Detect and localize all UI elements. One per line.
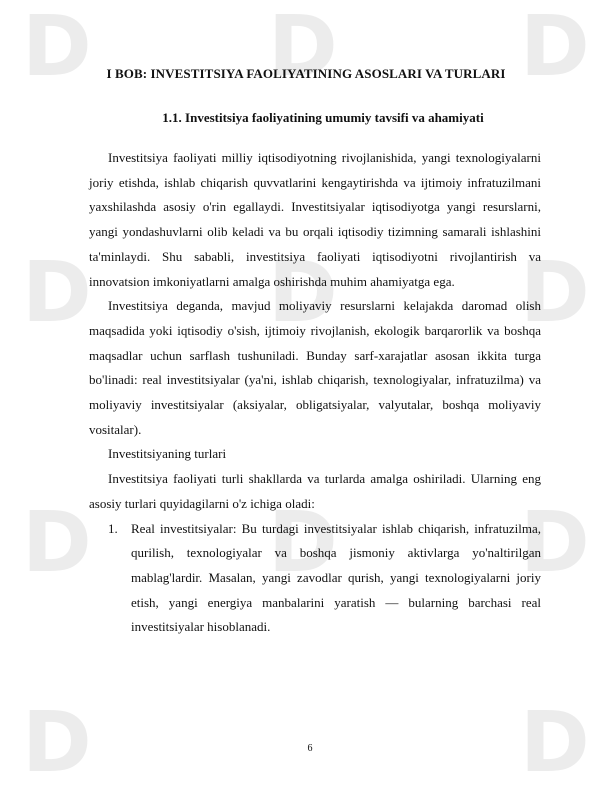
watermark-letter: D xyxy=(520,493,590,591)
watermark-letter: D xyxy=(268,0,338,95)
watermark-letter: D xyxy=(520,243,590,341)
watermark-letter: D xyxy=(22,243,92,341)
numbered-list xyxy=(89,517,541,641)
watermark-letter: D xyxy=(22,493,92,591)
paragraph: Investitsiya faoliyati turli shakllarda va turlarda amalga oshiriladi. Ularning eng asosiy turlari quyidagilarni o'z ichiga oladi: xyxy=(89,471,541,511)
list-item-number: 1. xyxy=(108,520,118,536)
paragraph: Investitsiya deganda, mavjud moliyaviy resurslarni kelajakda daromad olish maqsadida yoki iqtisodiy o'sish, ijtimoiy rivojlanish, ekologik barqarorlik va boshqa maqsadlar uchun sarflash tushuniladi. Bunday sarf-xarajatlar asosan ikkita turga bo'linadi: real investitsiyalar (ya'ni, ishlab chiqarish, texnologiyalar, infratuzilma) va moliyaviy investitsiyalar (aksiyalar, obligatsiyalar, valyutalar, boshqa moliyaviy vositalar). xyxy=(89,298,541,437)
watermark-letter: D xyxy=(268,243,338,341)
watermark-letter: D xyxy=(520,693,590,791)
watermark-letter: D xyxy=(520,0,590,95)
chapter-title: I BOB: INVESTITSIYA FAOLIYATINING ASOSLARI VA TURLARI xyxy=(106,66,506,81)
body-text xyxy=(89,146,541,640)
page-number: 6 xyxy=(307,743,313,754)
watermark-letter: D xyxy=(22,693,92,791)
list-item xyxy=(89,517,541,641)
section-title: 1.1. Investitsiya faoliyatining umumiy tavsifi va ahamiyati xyxy=(162,110,484,125)
watermark-letter: D xyxy=(268,493,338,591)
paragraph: Investitsiya faoliyati milliy iqtisodiyotning rivojlanishida, yangi texnologiyalarni joriy etishda, ishlab chiqarish quvvatlarini kengaytirishda va ijtimoiy infratuzilmani yaxshilashda asosiy o'rin egallaydi. Investitsiyalar iqtisodiyotga yangi resurslarni, yangi yondashuvlarni olib keladi va bu orqali iqtisodiy tizimning samarali ishlashini ta'minlaydi. Shu sababli, investitsiya faoliyati iqtisodiyotni rivojlantirish va innovatsion imkoniyatlarni amalga oshirishda muhim ahamiyatga ega. xyxy=(89,150,541,289)
watermark-letter: D xyxy=(22,0,92,95)
list-item-text: Real investitsiyalar: Bu turdagi investitsiyalar ishlab chiqarish, infratuzilma, qurilish, texnologiyalar va boshqa jismoniy aktivlarga yo'naltirilgan mablag'lardir. Masalan, yangi zavodlar qurish, yangi texnologiyalarni joriy etish, yangi energiya manbalarini yaratish — bularning barchasi real investitsiyalar hisoblanadi. xyxy=(131,520,541,635)
paragraph: Investitsiyaning turlari xyxy=(108,446,227,462)
